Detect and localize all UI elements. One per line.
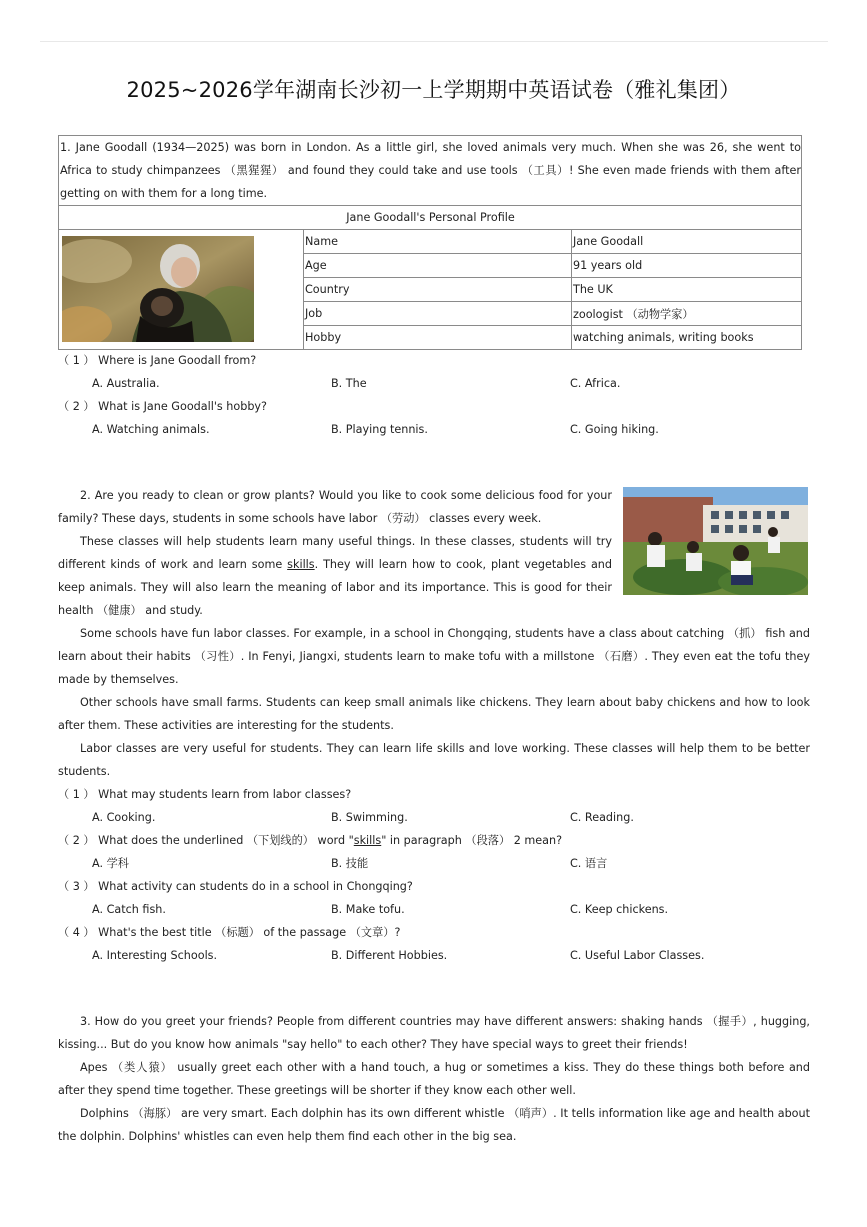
question-text-b: " in paragraph （段落） 2 mean? (381, 834, 563, 847)
question-number: （ 1 ） (58, 354, 95, 367)
option-b[interactable]: B. Swimming. (331, 811, 408, 824)
option-b[interactable]: B. Make tofu. (331, 903, 405, 916)
option-a[interactable]: A. 学科 (92, 857, 129, 870)
option-a[interactable]: A. Interesting Schools. (92, 949, 218, 962)
option-a[interactable]: A. Catch fish. (92, 903, 166, 916)
underlined-word: skills (287, 558, 315, 571)
question-text: What's the best title （标题） of the passage （文章）? (98, 926, 401, 939)
q3-paragraph-2: Apes （类人猿） usually greet each other with a hand touch, a hug or sometimes a kiss. They do these things both before and after they spend time together. These greetings will be shorter if they know each other well. (58, 1061, 810, 1097)
option-c[interactable]: C. Reading. (570, 811, 634, 824)
question-text: What activity can students do in a school in Chongqing? (98, 880, 413, 893)
option-b[interactable]: B. Playing tennis. (331, 423, 428, 436)
question-number: （ 4 ） (58, 926, 95, 939)
q2-p2-text-a: These classes will help students learn many useful things. In these classes, students will try different kinds of work and learn some (58, 535, 612, 571)
q1-passage: 1. Jane Goodall (1934—2025) was born in London. As a little girl, she loved animals very much. When she was 26, she went to Africa to study chimpanzees （黑猩猩） and found they could take and use tools （工具）! She even made friends with them after getting on with them for a long time. (59, 136, 802, 206)
option-a[interactable]: A. Australia. (92, 377, 160, 390)
profile-value: 91 years old (572, 254, 802, 278)
question-text: What is Jane Goodall's hobby? (98, 400, 267, 413)
question-number: （ 2 ） (58, 834, 95, 847)
q2-paragraph-1: 2. Are you ready to clean or grow plants? Would you like to cook some delicious food for your family? These days, students in some schools have labor （劳动） classes every week. (58, 489, 612, 525)
profile-title: Jane Goodall's Personal Profile (59, 206, 802, 230)
jane-goodall-photo (62, 236, 254, 342)
q1-question-1 (58, 349, 256, 372)
question-text-a: What does the underlined （下划线的） word " (98, 834, 354, 847)
q2-question-2 (58, 829, 562, 852)
question-number: （ 2 ） (58, 400, 95, 413)
top-rule (40, 41, 828, 42)
question-text: What may students learn from labor classes? (98, 788, 352, 801)
profile-value: watching animals, writing books (572, 326, 802, 350)
question-text: Where is Jane Goodall from? (98, 354, 257, 367)
labor-class-photo (623, 487, 808, 595)
q2-p2-text-b: . They will learn how to cook, plant vegetables and keep animals. They will also learn the meaning of labor and its importance. This is good for their health （健康） and study. (58, 558, 612, 617)
question-number: （ 3 ） (58, 880, 95, 893)
underlined-word: skills (353, 834, 382, 847)
option-b[interactable]: B. The (331, 377, 367, 390)
q2-paragraph-2 (58, 530, 612, 622)
option-c[interactable]: C. Going hiking. (570, 423, 659, 436)
option-c[interactable]: C. Useful Labor Classes. (570, 949, 705, 962)
option-b[interactable]: B. 技能 (331, 857, 369, 870)
profile-value: The UK (572, 278, 802, 302)
option-b[interactable]: B. Different Hobbies. (331, 949, 448, 962)
profile-label: Country (304, 278, 572, 302)
profile-value: zoologist （动物学家） (572, 302, 802, 326)
q3-paragraph-3: Dolphins （海豚） are very smart. Each dolphin has its own different whistle （哨声）. It tells information like age and health about the dolphin. Dolphins' whistles can even help them find each other in the big sea. (58, 1107, 810, 1143)
q2-paragraph-4: Other schools have small farms. Students can keep small animals like chickens. They learn about baby chickens and how to look after them. These activities are interesting for the students. (58, 696, 810, 732)
question-number: （ 1 ） (58, 788, 95, 801)
profile-value: Jane Goodall (572, 230, 802, 254)
q2-paragraph-5: Labor classes are very useful for students. They can learn life skills and love working. These classes will help them to be better students. (58, 742, 810, 778)
option-c[interactable]: C. 语言 (570, 857, 608, 870)
q3-paragraph-1: 3. How do you greet your friends? People from different countries may have different answers: shaking hands （握手）, hugging, kissing... But do you know how animals "say hello" to each other? They have special ways to greet their friends! (58, 1015, 810, 1051)
option-c[interactable]: C. Africa. (570, 377, 621, 390)
profile-label: Age (304, 254, 572, 278)
q2-question-1 (58, 783, 351, 806)
q2-question-4 (58, 921, 400, 944)
q1-question-2 (58, 395, 267, 418)
profile-label: Hobby (304, 326, 572, 350)
option-c[interactable]: C. Keep chickens. (570, 903, 669, 916)
option-a[interactable]: A. Watching animals. (92, 423, 210, 436)
page-title: 2025~2026学年湖南长沙初一上学期期中英语试卷（雅礼集团） (126, 78, 741, 102)
profile-label: Job (304, 302, 572, 326)
q2-paragraph-3: Some schools have fun labor classes. For example, in a school in Chongqing, students have a class about catching （抓） fish and learn about their habits （习性）. In Fenyi, Jiangxi, students learn to make tofu with a millstone （石磨）. They even eat the tofu they made by themselves. (58, 627, 810, 686)
option-a[interactable]: A. Cooking. (92, 811, 156, 824)
profile-label: Name (304, 230, 572, 254)
q2-question-3 (58, 875, 413, 898)
